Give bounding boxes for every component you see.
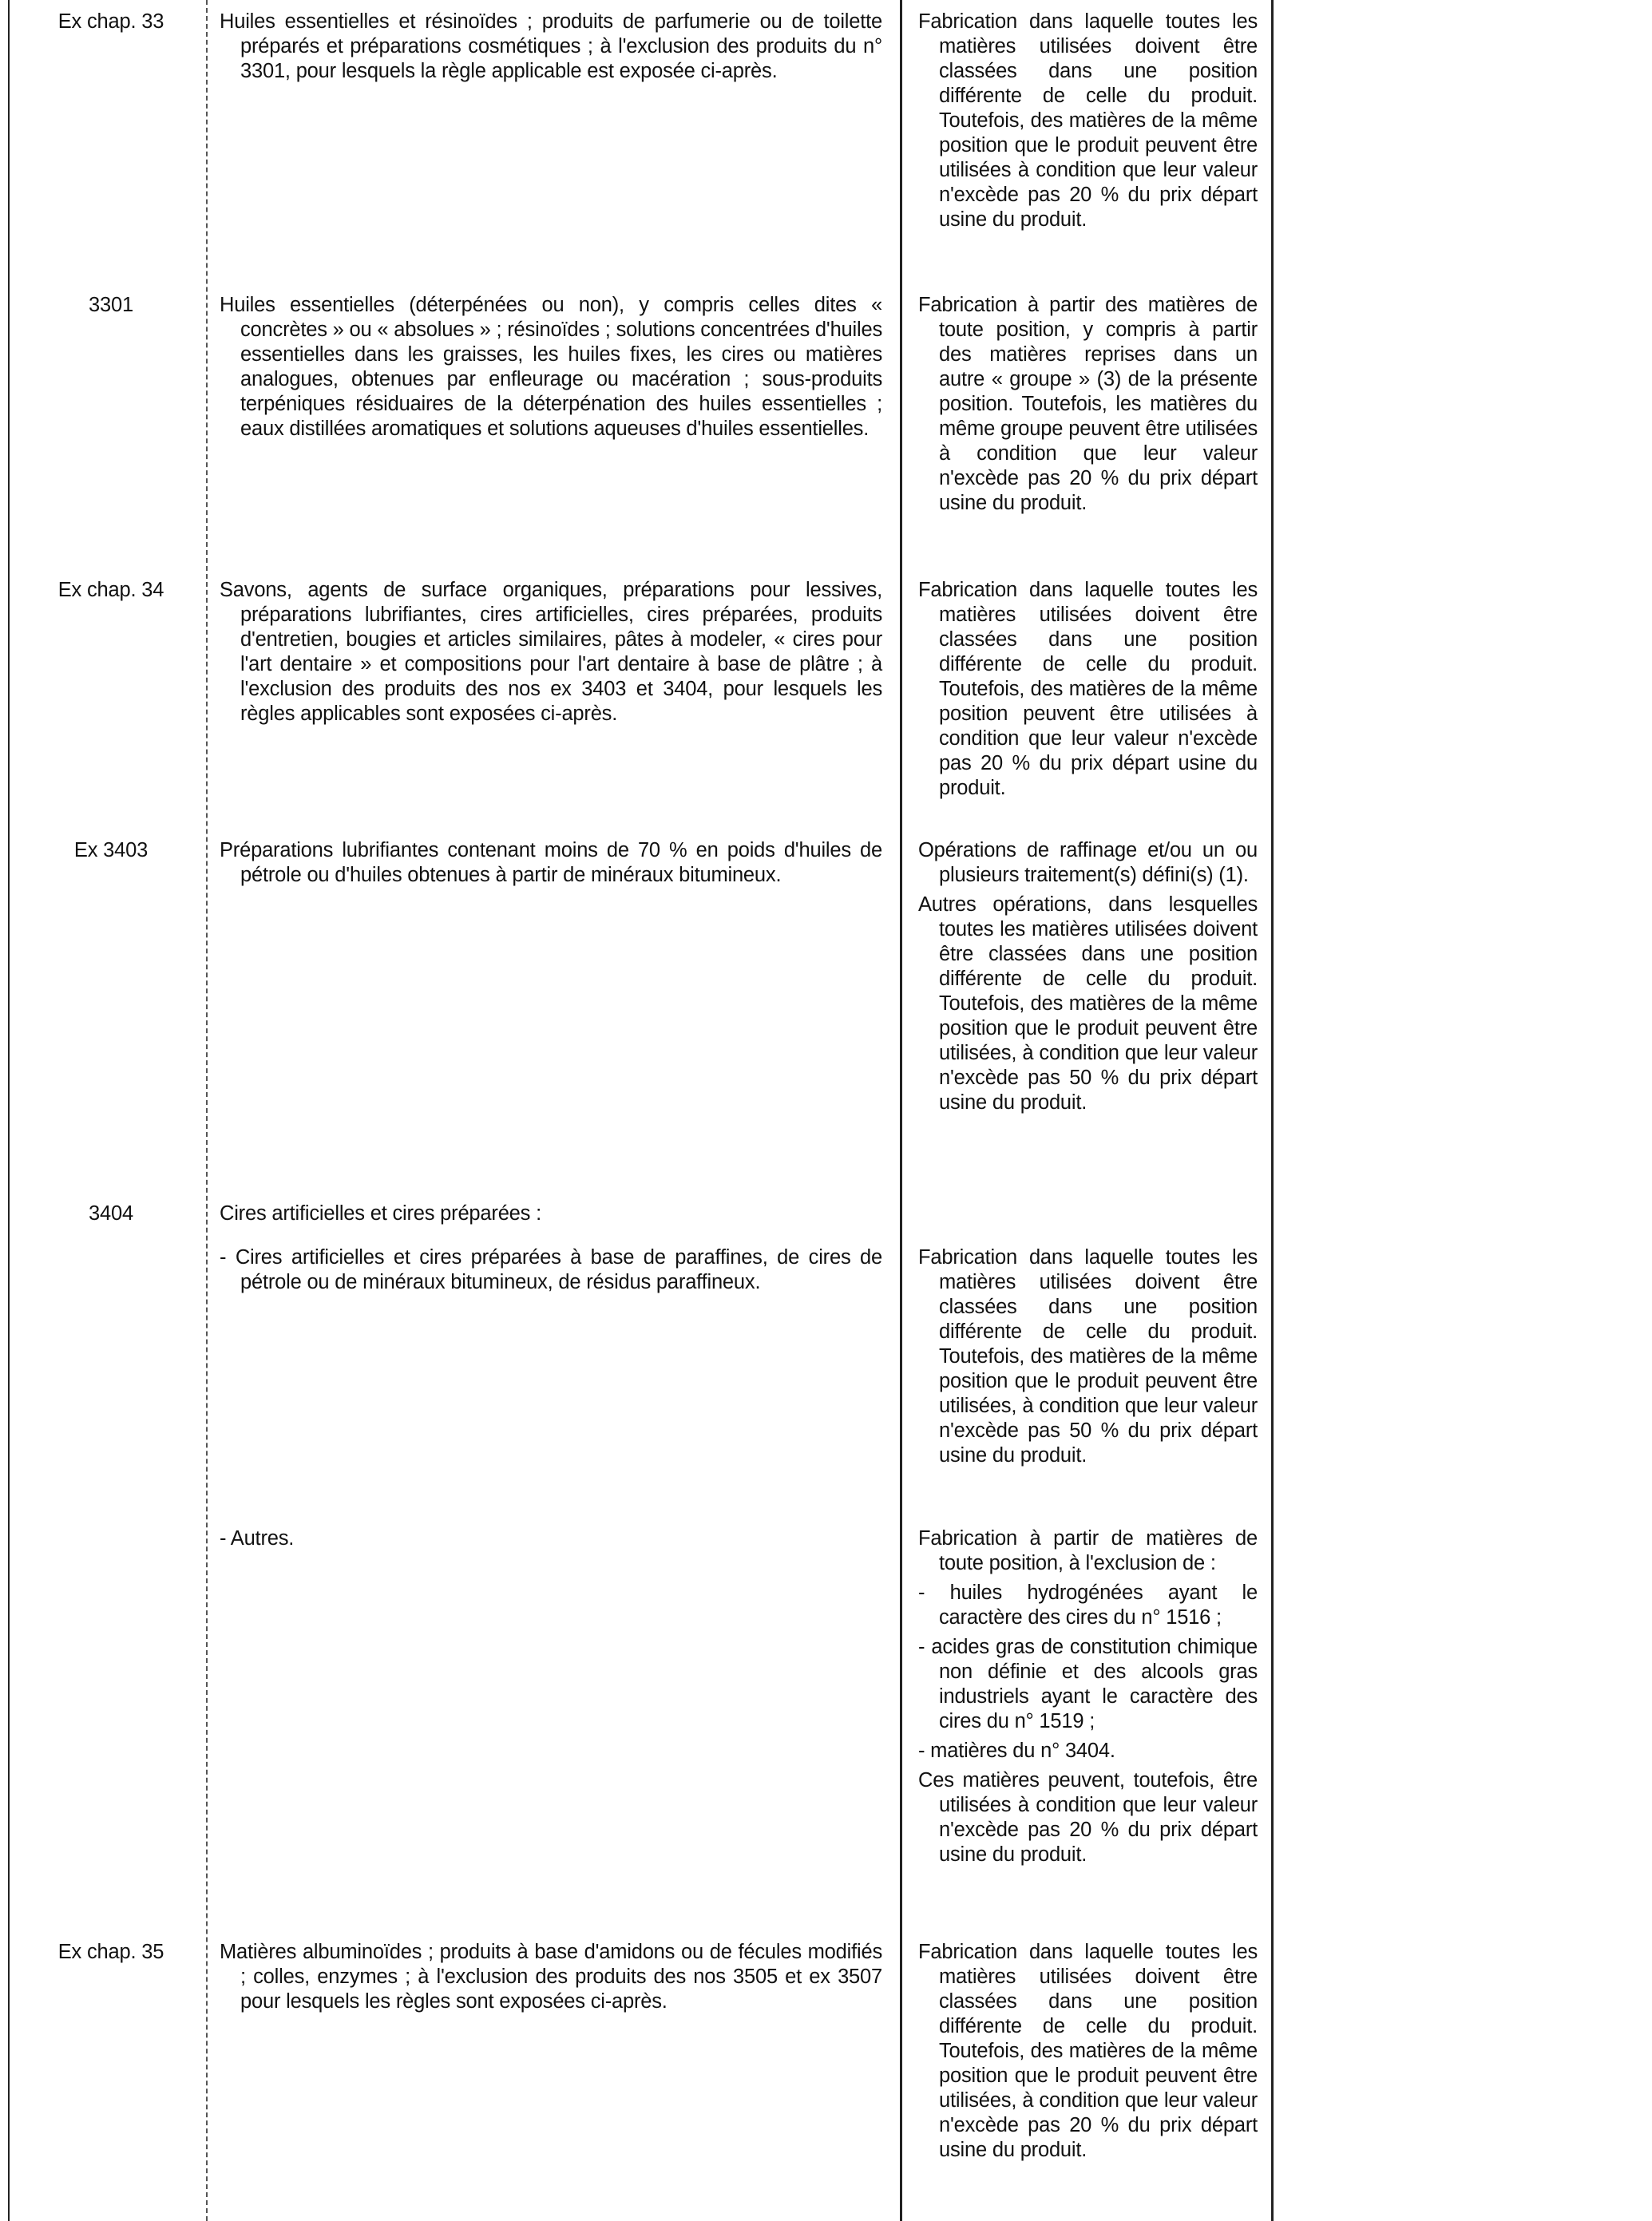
description-text: Huiles essentielles et résinoïdes ; produits de parfumerie ou de toilette préparés et préparations cosmétiques ; à l'exclusion des produits du n° 3301, pour lesquels la règle applicable est exposée ci-après. bbox=[220, 10, 882, 82]
row-description bbox=[220, 1202, 882, 1226]
rule-intro: Fabrication à partir de matières de toute position, à l'exclusion de : bbox=[918, 1527, 1258, 1574]
row-rule bbox=[918, 1940, 1258, 2163]
rule-item: - huiles hydrogénées ayant le caractère des cires du n° 1516 ; bbox=[918, 1582, 1258, 1629]
sub-rule bbox=[918, 1245, 1258, 1468]
rule-outro: Ces matières peuvent, toutefois, être utilisées à condition que leur valeur n'excède pas 20 % du prix départ usine du produit. bbox=[918, 1769, 1258, 1866]
sub-description bbox=[220, 1245, 882, 1295]
row-code: Ex chap. 33 bbox=[57, 10, 164, 33]
row-description bbox=[220, 838, 882, 888]
table-left-border bbox=[8, 0, 10, 2221]
row-rule bbox=[918, 293, 1258, 516]
description-text: Matières albuminoïdes ; produits à base d'amidons ou de fécules modifiés ; colles, enzymes ; à l'exclusion des produits des nos 3505 et ex 3507 pour lesquels les règles sont exposées ci-après. bbox=[220, 1941, 882, 2013]
rule-text: Fabrication à partir des matières de toute position, y compris à partir des matières reprises dans un autre « groupe » (3) de la présente position. Toutefois, les matières du même groupe peuvent être utilisées à condition que leur valeur n'excède pas 20 % du prix départ usine du produit. bbox=[918, 294, 1258, 514]
row-code: Ex chap. 34 bbox=[57, 579, 164, 601]
sub-description bbox=[220, 1526, 882, 1551]
rule-text: Fabrication dans laquelle toutes les matières utilisées doivent être classées dans une position différente de celle du produit. Toutefois, des matières de la même position peuvent être utilisées à condition que leur valeur n'excède pas 20 % du prix départ usine du produit. bbox=[918, 579, 1258, 799]
row-code: 3301 bbox=[89, 294, 133, 316]
rule-text: Fabrication dans laquelle toutes les matières utilisées doivent être classées dans une position différente de celle du produit. Toutefois, des matières de la même position que le produit peuvent être utilisées, à condition que leur valeur n'excède pas 50 % du prix départ usine du produit. bbox=[918, 1246, 1258, 1467]
rule-item: - acides gras de constitution chimique non définie et des alcools gras industriels ayant le caractère des cires du n° 1519 ; bbox=[918, 1636, 1258, 1732]
description-text: - Cires artificielles et cires préparées à base de paraffines, de cires de pétrole ou de minéraux bitumineux, de résidus paraffineux. bbox=[220, 1246, 882, 1293]
description-text: - Autres. bbox=[220, 1527, 295, 1550]
description-text: Huiles essentielles (déterpénées ou non), y compris celles dites « concrètes » ou « absolues » ; résinoïdes ; solutions concentrées d'huiles essentielles dans les graisses, les huiles fixes, les cires ou matières analogues, obtenues par enfleurage ou macération ; sous-produits terpéniques résiduaires de la déterpénation des huiles essentielles ; eaux distillées aromatiques et solutions aqueuses d'huiles essentielles. bbox=[220, 294, 882, 440]
row-code: Ex 3403 bbox=[73, 839, 149, 861]
rule-text: Opérations de raffinage et/ou un ou plusieurs traitement(s) défini(s) (1). bbox=[918, 839, 1258, 886]
description-heading: Cires artificielles et cires préparées : bbox=[220, 1202, 541, 1225]
row-code: 3404 bbox=[89, 1202, 133, 1225]
row-code: Ex chap. 35 bbox=[57, 1941, 164, 1963]
column-divider-3 bbox=[1271, 0, 1274, 2221]
row-rule bbox=[918, 838, 1258, 1120]
description-text: Préparations lubrifiantes contenant moins de 70 % en poids d'huiles de pétrole ou d'huiles obtenues à partir de minéraux bitumineux. bbox=[220, 839, 882, 886]
rule-text: Fabrication dans laquelle toutes les matières utilisées doivent être classées dans une position différente de celle du produit. Toutefois, des matières de la même position que le produit peuvent être utilisées à condition que leur valeur n'excède pas 20 % du prix départ usine du produit. bbox=[918, 10, 1258, 231]
description-text: Savons, agents de surface organiques, préparations pour lessives, préparations lubrifiantes, cires artificielles, cires préparées, produits d'entretien, bougies et articles similaires, pâtes à modeler, « cires pour l'art dentaire » et compositions pour l'art dentaire à base de plâtre ; à l'exclusion des produits des nos ex 3403 et 3404, pour lesquels les règles applicables sont exposées ci-après. bbox=[220, 579, 882, 725]
rule-text: Fabrication dans laquelle toutes les matières utilisées doivent être classées dans une position différente de celle du produit. Toutefois, des matières de la même position que le produit peuvent être utilisées, à condition que leur valeur n'excède pas 20 % du prix départ usine du produit. bbox=[918, 1941, 1258, 2161]
row-description bbox=[220, 10, 882, 84]
row-description bbox=[220, 293, 882, 441]
column-divider-2 bbox=[900, 0, 902, 2221]
row-description bbox=[220, 1940, 882, 2014]
row-description bbox=[220, 578, 882, 726]
rule-text: Autres opérations, dans lesquelles toutes les matières utilisées doivent être classées dans une position différente de celle du produit. Toutefois, des matières de la même position que le produit peuvent être utilisées, à condition que leur valeur n'excède pas 50 % du prix départ usine du produit. bbox=[918, 893, 1258, 1114]
sub-rule bbox=[918, 1526, 1258, 1872]
row-rule bbox=[918, 10, 1258, 232]
column-divider-1 bbox=[206, 0, 208, 2221]
rule-item: - matières du n° 3404. bbox=[918, 1740, 1115, 1762]
row-rule bbox=[918, 578, 1258, 801]
